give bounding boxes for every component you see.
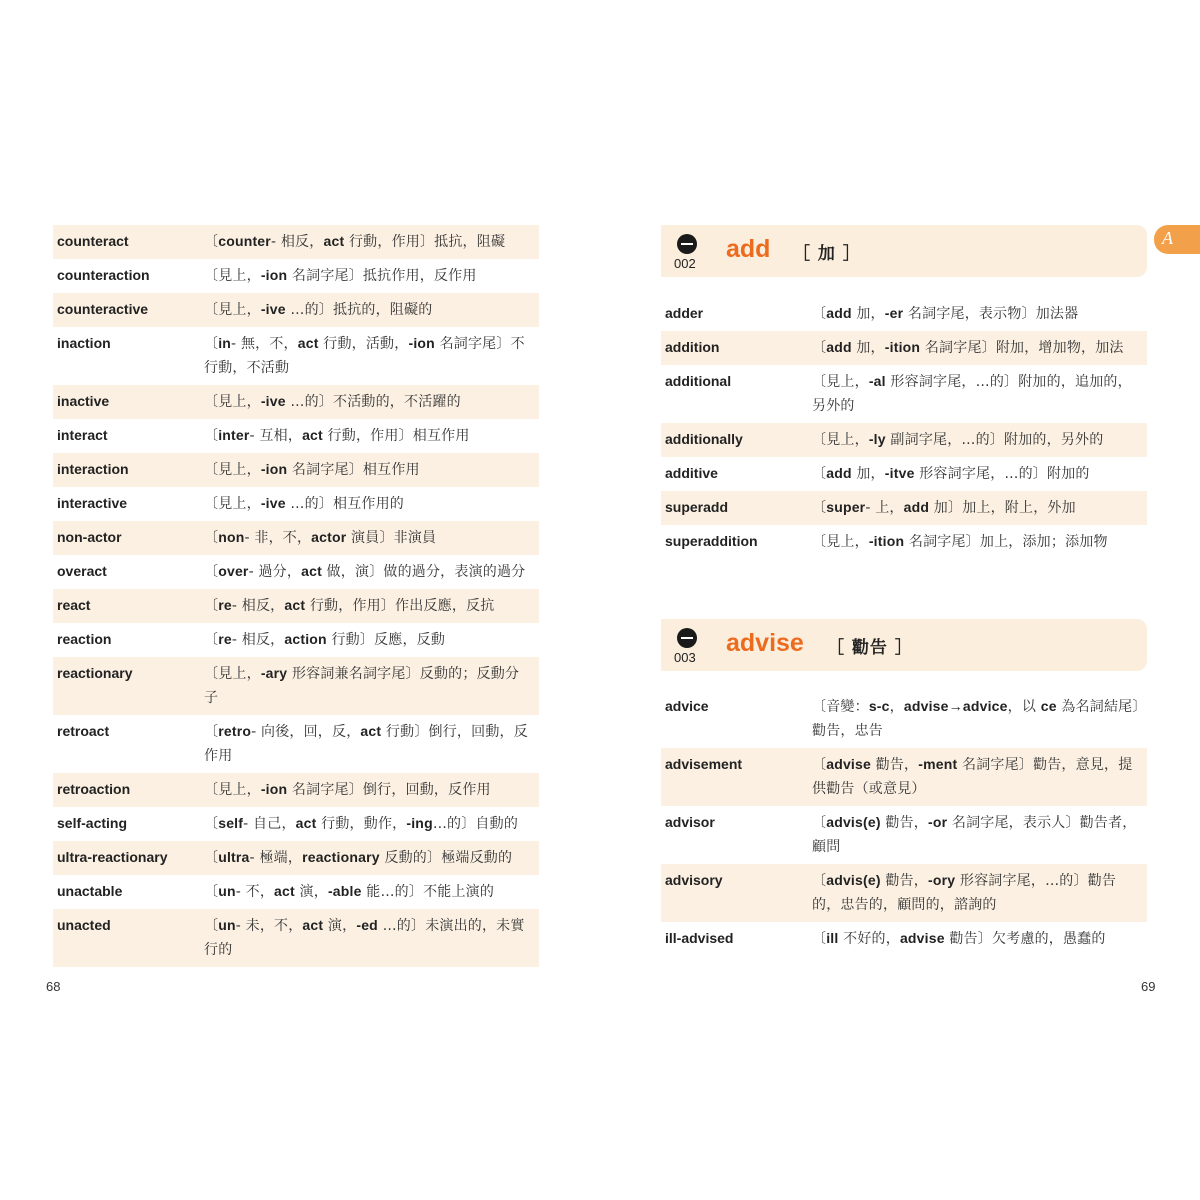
root-word: advise <box>726 629 804 657</box>
entry-word: advisement <box>665 756 743 772</box>
entry-word: unactable <box>57 883 123 899</box>
entry-definition: 〔counter- 相反，act 行動，作用〕抵抗，阻礙 <box>204 233 506 250</box>
entry-word: counteraction <box>57 267 150 283</box>
track-number: 002 <box>674 256 696 271</box>
root-header-advise <box>661 619 1147 671</box>
entry-definition: 〔un- 不，act 演，-able 能…的〕不能上演的 <box>204 883 495 900</box>
entry-definition: 〔retro- 向後，回，反，act 行動〕倒行，回動，反作用 <box>204 723 528 764</box>
entry-word: reaction <box>57 631 112 647</box>
root-meaning: ［ 勸告 ］ <box>827 638 913 658</box>
entry-row <box>53 715 539 773</box>
entry-row <box>661 423 1147 457</box>
entry-definition: 〔super- 上，add 加〕加上，附上，外加 <box>812 499 1076 516</box>
entry-word: ultra-reactionary <box>57 849 168 865</box>
entry-word: interact <box>57 427 108 443</box>
entry-word: addition <box>665 339 720 355</box>
entry-definition: 〔advis(e) 勸告，-or 名詞字尾，表示人〕勸告者，顧問 <box>812 814 1137 855</box>
entry-definition: 〔in- 無，不，act 行動，活動，-ion 名詞字尾〕不行動，不活動 <box>204 335 525 376</box>
entry-row <box>661 806 1147 864</box>
entry-word: inactive <box>57 393 110 409</box>
entry-row <box>53 773 539 807</box>
entry-row <box>661 457 1147 491</box>
entry-definition: 〔non- 非，不，actor 演員〕非演員 <box>204 529 437 546</box>
entry-definition: 〔add 加，-er 名詞字尾，表示物〕加法器 <box>812 305 1079 322</box>
entry-definition: 〔見上，-ive …的〕抵抗的，阻礙的 <box>204 301 433 318</box>
entry-word: advice <box>665 698 709 714</box>
entry-word: counteract <box>57 233 129 249</box>
entry-row <box>661 331 1147 365</box>
entry-definition: 〔re- 相反，action 行動〕反應，反動 <box>204 631 446 648</box>
entry-definition: 〔inter- 互相，act 行動，作用〕相互作用 <box>204 427 470 444</box>
entry-row <box>661 922 1147 956</box>
entry-word: counteractive <box>57 301 149 317</box>
entry-definition: 〔見上，-ion 名詞字尾〕相互作用 <box>204 461 420 478</box>
entry-word: adder <box>665 305 704 321</box>
entry-word: advisory <box>665 872 723 888</box>
root-meaning: ［ 加 ］ <box>793 244 861 264</box>
entry-word: superadd <box>665 499 729 515</box>
entry-row <box>661 297 1147 331</box>
entry-word: interactive <box>57 495 128 511</box>
entry-word: unacted <box>57 917 111 933</box>
entry-row <box>53 589 539 623</box>
entry-definition: 〔add 加，-ition 名詞字尾〕附加，增加物，加法 <box>812 339 1124 356</box>
entry-definition: 〔ill 不好的，advise 勸告〕欠考慮的，愚蠢的 <box>812 930 1106 947</box>
entry-word: additional <box>665 373 732 389</box>
entry-row <box>53 453 539 487</box>
entry-word: overact <box>57 563 107 579</box>
entry-row <box>53 807 539 841</box>
entry-definition: 〔over- 過分，act 做，演〕做的過分，表演的過分 <box>204 563 526 580</box>
entry-row <box>661 864 1147 922</box>
entry-row <box>53 875 539 909</box>
audio-cd-icon[interactable] <box>677 234 697 254</box>
entry-row <box>53 623 539 657</box>
entry-word: advisor <box>665 814 715 830</box>
entry-row <box>53 293 539 327</box>
entry-row <box>53 909 539 967</box>
entry-definition: 〔re- 相反，act 行動，作用〕作出反應，反抗 <box>204 597 495 614</box>
add-entry-list <box>661 297 1147 559</box>
entry-word: retroaction <box>57 781 131 797</box>
entry-row <box>53 385 539 419</box>
entry-word: self-acting <box>57 815 128 831</box>
entry-word: non-actor <box>57 529 122 545</box>
entry-definition: 〔見上，-ly 副詞字尾，…的〕附加的，另外的 <box>812 431 1104 448</box>
section-tab-letter: A <box>1162 228 1173 248</box>
entry-row <box>53 225 539 259</box>
entry-definition: 〔見上，-ion 名詞字尾〕抵抗作用，反作用 <box>204 267 477 284</box>
entry-row <box>53 259 539 293</box>
entry-word: ill-advised <box>665 930 734 946</box>
entry-row <box>661 525 1147 559</box>
entry-definition: 〔見上，-al 形容詞字尾，…的〕附加的，追加的，另外的 <box>812 373 1132 414</box>
entry-definition: 〔ultra- 極端，reactionary 反動的〕極端反動的 <box>204 849 513 866</box>
entry-word: additionally <box>665 431 743 447</box>
entry-row <box>53 419 539 453</box>
entry-row <box>661 491 1147 525</box>
section-tab <box>1154 225 1200 254</box>
advise-entry-list <box>661 690 1147 956</box>
entry-word: retroact <box>57 723 110 739</box>
entry-row <box>661 748 1147 806</box>
entry-row <box>53 521 539 555</box>
entry-definition: 〔self- 自己，act 行動，動作，-ing…的〕自動的 <box>204 815 519 832</box>
entry-word: react <box>57 597 91 613</box>
entry-row <box>53 841 539 875</box>
entry-word: reactionary <box>57 665 133 681</box>
entry-definition: 〔advis(e) 勸告，-ory 形容詞字尾，…的〕勸告的，忠告的，顧問的，諮詢的 <box>812 872 1117 913</box>
entry-definition: 〔見上，-ition 名詞字尾〕加上，添加；添加物 <box>812 533 1108 550</box>
entry-definition: 〔音變：s-c，advise→advice，以 ce 為名詞結尾〕勸告，忠告 <box>812 698 1140 739</box>
entry-definition: 〔見上，-ary 形容詞兼名詞字尾〕反動的；反動分子 <box>204 665 520 706</box>
entry-definition: 〔見上，-ion 名詞字尾〕倒行，回動，反作用 <box>204 781 491 798</box>
entry-row <box>53 657 539 715</box>
entry-word: additive <box>665 465 718 481</box>
audio-cd-icon[interactable] <box>677 628 697 648</box>
root-word: add <box>726 235 771 263</box>
root-header-add <box>661 225 1147 277</box>
entry-word: inaction <box>57 335 111 351</box>
left-entry-list <box>53 225 539 967</box>
entry-word: superaddition <box>665 533 758 549</box>
page-number-left: 68 <box>46 979 61 994</box>
entry-row <box>53 487 539 521</box>
page-number-right: 69 <box>1141 979 1156 994</box>
entry-row <box>53 555 539 589</box>
entry-row <box>661 365 1147 423</box>
entry-row <box>53 327 539 385</box>
track-number: 003 <box>674 650 696 665</box>
entry-definition: 〔見上，-ive …的〕不活動的，不活躍的 <box>204 393 461 410</box>
entry-definition: 〔add 加，-itve 形容詞字尾，…的〕附加的 <box>812 465 1090 482</box>
entry-definition: 〔見上，-ive …的〕相互作用的 <box>204 495 404 512</box>
entry-row <box>661 690 1147 748</box>
entry-definition: 〔advise 勸告，-ment 名詞字尾〕勸告，意見，提供勸告（或意見） <box>812 756 1133 797</box>
entry-word: interaction <box>57 461 129 477</box>
entry-definition: 〔un- 未，不，act 演，-ed …的〕未演出的，未實行的 <box>204 917 525 958</box>
